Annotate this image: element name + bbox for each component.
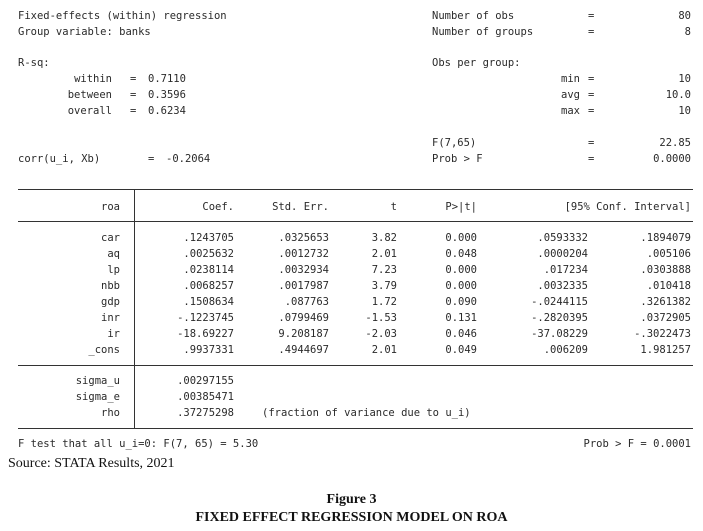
row-p: 0.000 <box>445 280 477 292</box>
row-std-err: .087763 <box>284 296 329 308</box>
ftest-prob: Prob > F = 0.0001 <box>583 438 691 450</box>
f-label: F(7,65) <box>432 137 477 149</box>
table-separator <box>134 189 135 428</box>
col-t: t <box>390 201 397 213</box>
rho-value: .37275298 <box>177 407 234 419</box>
probf-eq: = <box>588 153 595 165</box>
rsq-label: R-sq: <box>18 57 50 69</box>
overall-label: overall <box>67 105 112 117</box>
max-value: 10 <box>678 105 691 117</box>
row-coef: -.1223745 <box>177 312 234 324</box>
row-coef: .0238114 <box>183 264 234 276</box>
rho-label: rho <box>101 407 120 419</box>
row-ci-high: .0303888 <box>640 264 691 276</box>
row-p: 0.000 <box>445 232 477 244</box>
row-ci-high: .005106 <box>646 248 691 260</box>
obs-per-group-label: Obs per group: <box>432 57 521 69</box>
col-p: P>|t| <box>445 201 477 213</box>
source-note: Source: STATA Results, 2021 <box>8 456 175 471</box>
nobs-value: 80 <box>678 10 691 22</box>
row-std-err: .0017987 <box>278 280 329 292</box>
row-coef: .1508634 <box>183 296 234 308</box>
probf-value: 0.0000 <box>653 153 691 165</box>
row-ci-high: .3261382 <box>640 296 691 308</box>
row-ci-low: -37.08229 <box>531 328 588 340</box>
row-ci-high: -.3022473 <box>634 328 691 340</box>
row-std-err: .0032934 <box>278 264 329 276</box>
row-variable: ir <box>107 328 120 340</box>
table-top-rule <box>18 189 693 190</box>
sigma-e-label: sigma_e <box>75 391 120 403</box>
ngroups-label: Number of groups <box>432 26 534 38</box>
row-p: 0.046 <box>445 328 477 340</box>
row-coef: .0068257 <box>183 280 234 292</box>
row-variable: aq <box>107 248 120 260</box>
row-ci-high: 1.981257 <box>640 344 691 356</box>
row-std-err: 9.208187 <box>278 328 329 340</box>
nobs-eq: = <box>588 10 595 22</box>
row-p: 0.131 <box>445 312 477 324</box>
row-p: 0.090 <box>445 296 477 308</box>
avg-eq: = <box>588 89 595 101</box>
min-label: min <box>561 73 580 85</box>
row-coef: .9937331 <box>183 344 234 356</box>
corr-label: corr(u_i, Xb) <box>18 153 101 165</box>
row-ci-high: .010418 <box>646 280 691 292</box>
row-std-err: .4944697 <box>278 344 329 356</box>
within-label: within <box>74 73 112 85</box>
row-t: 3.82 <box>371 232 397 244</box>
row-ci-low: .0000204 <box>537 248 588 260</box>
row-t: -1.53 <box>365 312 397 324</box>
row-std-err: .0799469 <box>278 312 329 324</box>
row-variable: gdp <box>101 296 120 308</box>
col-se: Std. Err. <box>272 201 329 213</box>
ftest-text: F test that all u_i=0: F(7, 65) = 5.30 <box>18 438 259 450</box>
ngroups-eq: = <box>588 26 595 38</box>
table-body-rule <box>18 365 693 366</box>
row-variable: car <box>101 232 120 244</box>
probf-label: Prob > F <box>432 153 483 165</box>
row-t: 3.79 <box>371 280 397 292</box>
table-bottom-rule <box>18 428 693 429</box>
col-ci: [95% Conf. Interval] <box>564 201 691 213</box>
row-p: 0.049 <box>445 344 477 356</box>
sigma-e-value: .00385471 <box>177 391 234 403</box>
row-p: 0.000 <box>445 264 477 276</box>
rho-note: (fraction of variance due to u_i) <box>262 407 471 419</box>
group-variable: Group variable: banks <box>18 26 151 38</box>
nobs-label: Number of obs <box>432 10 515 22</box>
col-coef: Coef. <box>202 201 234 213</box>
row-t: 7.23 <box>371 264 397 276</box>
figure-label: Figure 3 <box>326 492 377 507</box>
between-label: between <box>67 89 112 101</box>
corr-value: -0.2064 <box>166 153 211 165</box>
row-ci-low: .0032335 <box>537 280 588 292</box>
corr-eq: = <box>148 153 155 165</box>
row-std-err: .0325653 <box>278 232 329 244</box>
row-ci-low: .017234 <box>543 264 588 276</box>
between-eq: = <box>130 89 137 101</box>
regression-title: Fixed-effects (within) regression <box>18 10 227 22</box>
row-variable: inr <box>101 312 120 324</box>
row-variable: _cons <box>88 344 120 356</box>
avg-label: avg <box>561 89 580 101</box>
row-variable: lp <box>107 264 120 276</box>
f-value: 22.85 <box>659 137 691 149</box>
row-ci-low: .0593332 <box>537 232 588 244</box>
row-std-err: .0012732 <box>278 248 329 260</box>
figure-caption: FIXED EFFECT REGRESSION MODEL ON ROA <box>195 510 508 525</box>
row-ci-low: -.0244115 <box>531 296 588 308</box>
row-t: 2.01 <box>371 248 397 260</box>
sigma-u-label: sigma_u <box>75 375 120 387</box>
max-label: max <box>561 105 580 117</box>
sigma-u-value: .00297155 <box>177 375 234 387</box>
f-eq: = <box>588 137 595 149</box>
overall-eq: = <box>130 105 137 117</box>
between-value: 0.3596 <box>148 89 186 101</box>
ngroups-value: 8 <box>684 26 691 38</box>
row-variable: nbb <box>101 280 120 292</box>
depvar-label: roa <box>101 201 120 213</box>
row-t: 2.01 <box>371 344 397 356</box>
table-header-rule <box>18 221 693 222</box>
row-ci-low: -.2820395 <box>531 312 588 324</box>
row-coef: -18.69227 <box>177 328 234 340</box>
min-value: 10 <box>678 73 691 85</box>
row-coef: .0025632 <box>183 248 234 260</box>
row-ci-low: .006209 <box>543 344 588 356</box>
row-ci-high: .1894079 <box>640 232 691 244</box>
avg-value: 10.0 <box>665 89 691 101</box>
within-eq: = <box>130 73 137 85</box>
row-t: -2.03 <box>365 328 397 340</box>
overall-value: 0.6234 <box>148 105 186 117</box>
max-eq: = <box>588 105 595 117</box>
row-ci-high: .0372905 <box>640 312 691 324</box>
row-p: 0.048 <box>445 248 477 260</box>
min-eq: = <box>588 73 595 85</box>
row-t: 1.72 <box>371 296 397 308</box>
within-value: 0.7110 <box>148 73 186 85</box>
row-coef: .1243705 <box>183 232 234 244</box>
